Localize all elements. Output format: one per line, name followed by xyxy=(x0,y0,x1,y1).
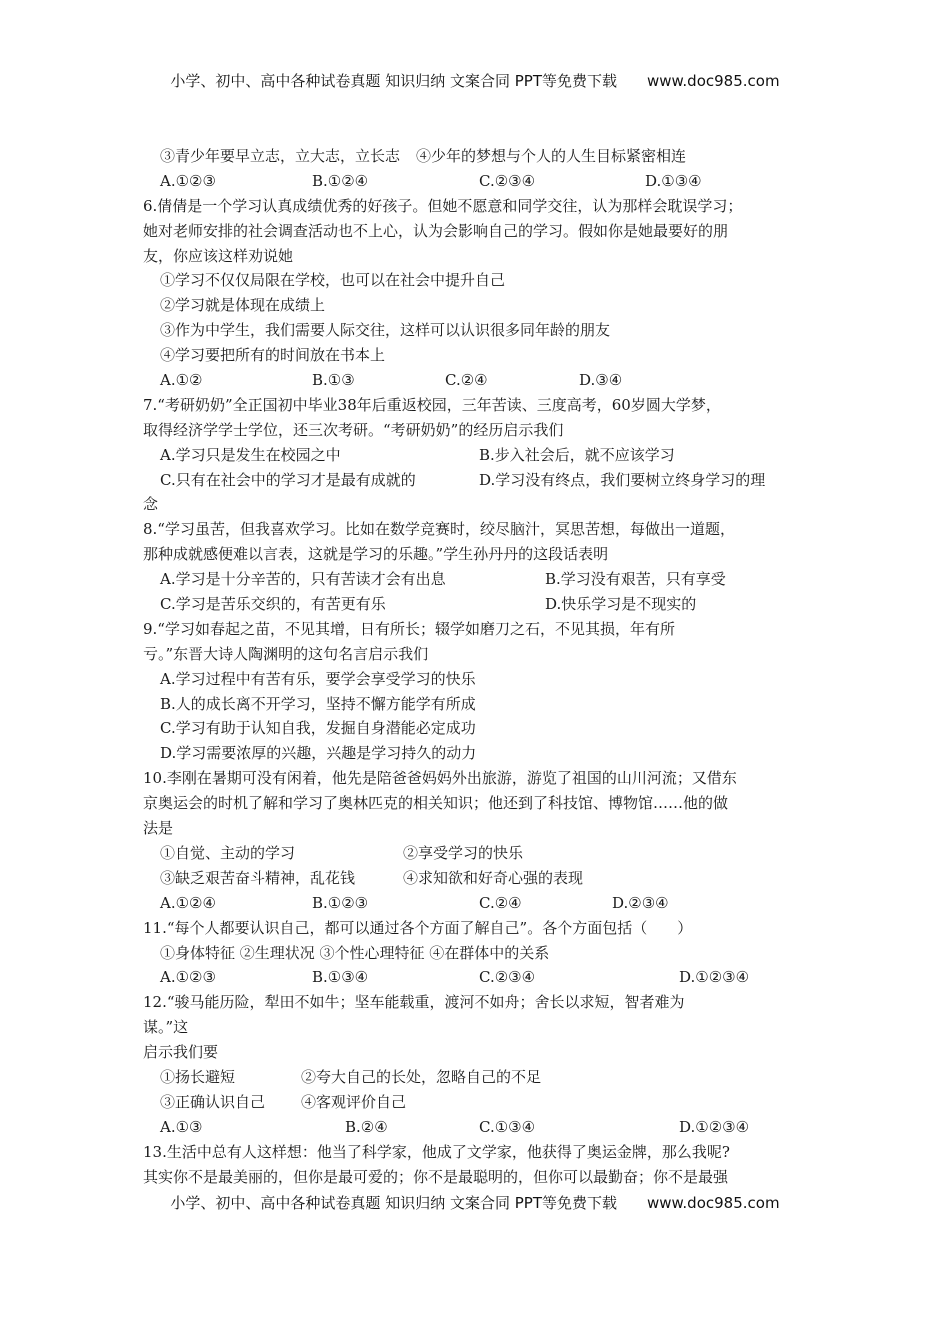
q10-items-row-1 xyxy=(143,841,808,866)
q7-option-d: D.学习没有终点，我们要树立终身学习的理 xyxy=(479,470,766,489)
q12-option-d: D.①②③④ xyxy=(679,1117,750,1136)
q7-option-b: B.步入社会后，就不应该学习 xyxy=(479,445,675,464)
q12-stem-line: 12.“骏马能历险，犁田不如牛；坚车能载重，渡河不如舟；舍长以求短，智者难为 xyxy=(143,993,685,1012)
page-footer xyxy=(0,1192,950,1213)
q8-options-row-1 xyxy=(143,567,808,592)
q5-option-d: D.①③④ xyxy=(645,171,702,190)
q6-stem-line: 6.倩倩是一个学习认真成绩优秀的好孩子。但她不愿意和同学交往，认为那样会耽误学习； xyxy=(143,196,743,215)
q9-option-a: A.学习过程中有苦有乐，要学会享受学习的快乐 xyxy=(160,669,476,688)
q5-item-4: ④少年的梦想与个人的人生目标紧密相连 xyxy=(416,147,687,165)
q10-item-4: ④求知欲和好奇心强的表现 xyxy=(403,868,584,887)
q10-item-2: ②享受学习的快乐 xyxy=(403,843,524,862)
q5-options-row xyxy=(143,169,808,194)
q10-stem-line: 京奥运会的时机了解和学习了奥林匹克的相关知识；他还到了科技馆、博物馆……他的做 xyxy=(143,794,729,813)
q12-stem-line: 谋。”这 xyxy=(143,1018,189,1037)
q10-item-3: ③缺乏艰苦奋斗精神，乱花钱 xyxy=(160,868,356,887)
q12-item-2: ②夸大自己的长处，忽略自己的不足 xyxy=(301,1067,542,1086)
q9-stem-line: 9.“学习如春起之苗，不见其增，日有所长；辍学如磨刀之石，不见其损，年有所 xyxy=(143,619,675,638)
q7-options-row-2 xyxy=(143,468,808,493)
q13-stem-line: 13.生活中总有人这样想：他当了科学家，他成了文学家，他获得了奥运金牌，那么我呢? xyxy=(143,1142,730,1161)
q12-option-a: A.①③ xyxy=(160,1117,203,1136)
q7-stem-line: 7.“考研奶奶”全正国初中毕业38年后重返校园，三年苦读、三度高考，60岁圆大学梦， xyxy=(143,395,721,414)
q10-options-row xyxy=(143,891,808,916)
q6-item: ③作为中学生，我们需要人际交往，这样可以认识很多同年龄的朋友 xyxy=(160,321,611,340)
q9-option-d: D.学习需要浓厚的兴趣，兴趣是学习持久的动力 xyxy=(160,744,477,763)
q12-item-1: ①扬长避短 xyxy=(160,1067,236,1086)
q10-stem-line: 法是 xyxy=(143,819,174,838)
q8-option-a: A.学习是十分辛苦的，只有苦读才会有出息 xyxy=(160,570,446,589)
q8-stem-line: 那种成就感便难以言表，这就是学习的乐趣。”学生孙丹丹的这段话表明 xyxy=(143,545,609,564)
exam-content xyxy=(143,144,808,1189)
q11-stem-line: 11.“每个人都要认识自己，都可以通过各个方面了解自己”。各个方面包括（ ） xyxy=(143,918,693,937)
q13-stem-line: 其实你不是最美丽的，但你是最可爱的；你不是最聪明的，但你可以最勤奋；你不是最强 xyxy=(143,1167,729,1186)
q7-option-d-cont: 念 xyxy=(143,495,159,514)
q12-option-b: B.②④ xyxy=(345,1117,388,1136)
q6-stem-line: 她对老师安排的社会调查活动也不上心，认为会影响自己的学习。假如你是她最要好的朋 xyxy=(143,221,729,240)
q9-stem-line: 亏。”东晋大诗人陶渊明的这句名言启示我们 xyxy=(143,644,429,663)
q11-option-a: A.①②③ xyxy=(160,968,216,987)
q10-option-d: D.②③④ xyxy=(612,893,669,912)
q11-option-b: B.①③④ xyxy=(312,968,369,987)
q5-option-b: B.①②④ xyxy=(312,171,369,190)
q12-items-row-2 xyxy=(143,1090,808,1115)
q10-item-1: ①自觉、主动的学习 xyxy=(160,843,296,862)
footer-site: www.doc985.com xyxy=(646,1194,780,1212)
q7-stem-line: 取得经济学学士学位，还三次考研。“考研奶奶”的经历启示我们 xyxy=(143,420,564,439)
q10-items-row-2 xyxy=(143,866,808,891)
q11-items: ①身体特征 ②生理状况 ③个性心理特征 ④在群体中的关系 xyxy=(160,943,550,962)
q5-option-c: C.②③④ xyxy=(479,171,536,190)
header-site: www.doc985.com xyxy=(646,72,780,90)
q10-option-b: B.①②③ xyxy=(312,893,369,912)
header-text: 小学、初中、高中各种试卷真题 知识归纳 文案合同 PPT等免费下载 xyxy=(170,72,617,90)
q6-option-a: A.①② xyxy=(160,371,203,390)
q6-options-row xyxy=(143,368,808,393)
q8-stem-line: 8.“学习虽苦，但我喜欢学习。比如在数学竞赛时，绞尽脑汁，冥思苦想，每做出一道题， xyxy=(143,520,735,539)
q9-option-c: C.学习有助于认知自我，发掘自身潜能必定成功 xyxy=(160,719,476,738)
q11-options-row xyxy=(143,965,808,990)
q10-stem-line: 10.李刚在暑期可没有闲着，他先是陪爸爸妈妈外出旅游，游览了祖国的山川河流；又借东 xyxy=(143,769,737,788)
q12-options-row xyxy=(143,1115,808,1140)
q10-option-a: A.①②④ xyxy=(160,893,216,912)
q12-stem-line: 启示我们要 xyxy=(143,1043,219,1062)
footer-text: 小学、初中、高中各种试卷真题 知识归纳 文案合同 PPT等免费下载 xyxy=(170,1194,617,1212)
q8-options-row-2 xyxy=(143,592,808,617)
q8-option-d: D.快乐学习是不现实的 xyxy=(545,595,697,614)
q6-option-b: B.①③ xyxy=(312,371,355,390)
q6-stem-line: 友，你应该这样劝说她 xyxy=(143,246,294,265)
q6-item: ②学习就是体现在成绩上 xyxy=(160,296,326,315)
q12-option-c: C.①③④ xyxy=(479,1117,536,1136)
q11-option-c: C.②③④ xyxy=(479,968,536,987)
q5-items-row xyxy=(143,144,808,169)
q7-options-row-1 xyxy=(143,443,808,468)
q12-item-3: ③正确认识自己 xyxy=(160,1092,266,1111)
q5-option-a: A.①②③ xyxy=(160,171,216,190)
q9-option-b: B.人的成长离不开学习，坚持不懈方能学有所成 xyxy=(160,694,476,713)
q8-option-c: C.学习是苦乐交织的，有苦更有乐 xyxy=(160,595,386,614)
q6-item: ①学习不仅仅局限在学校，也可以在社会中提升自己 xyxy=(160,271,506,290)
q12-item-4: ④客观评价自己 xyxy=(301,1092,407,1111)
q7-option-c: C.只有在社会中的学习才是最有成就的 xyxy=(160,470,416,489)
q8-option-b: B.学习没有艰苦，只有享受 xyxy=(545,570,726,589)
q6-item: ④学习要把所有的时间放在书本上 xyxy=(160,346,386,365)
q12-items-row-1 xyxy=(143,1065,808,1090)
q6-option-d: D.③④ xyxy=(579,371,623,390)
q6-option-c: C.②④ xyxy=(445,371,488,390)
q11-option-d: D.①②③④ xyxy=(679,968,750,987)
page-header xyxy=(0,70,950,91)
q10-option-c: C.②④ xyxy=(479,893,522,912)
q7-option-a: A.学习只是发生在校园之中 xyxy=(160,445,341,464)
q5-item-3: ③青少年要早立志，立大志，立长志 xyxy=(160,147,401,165)
